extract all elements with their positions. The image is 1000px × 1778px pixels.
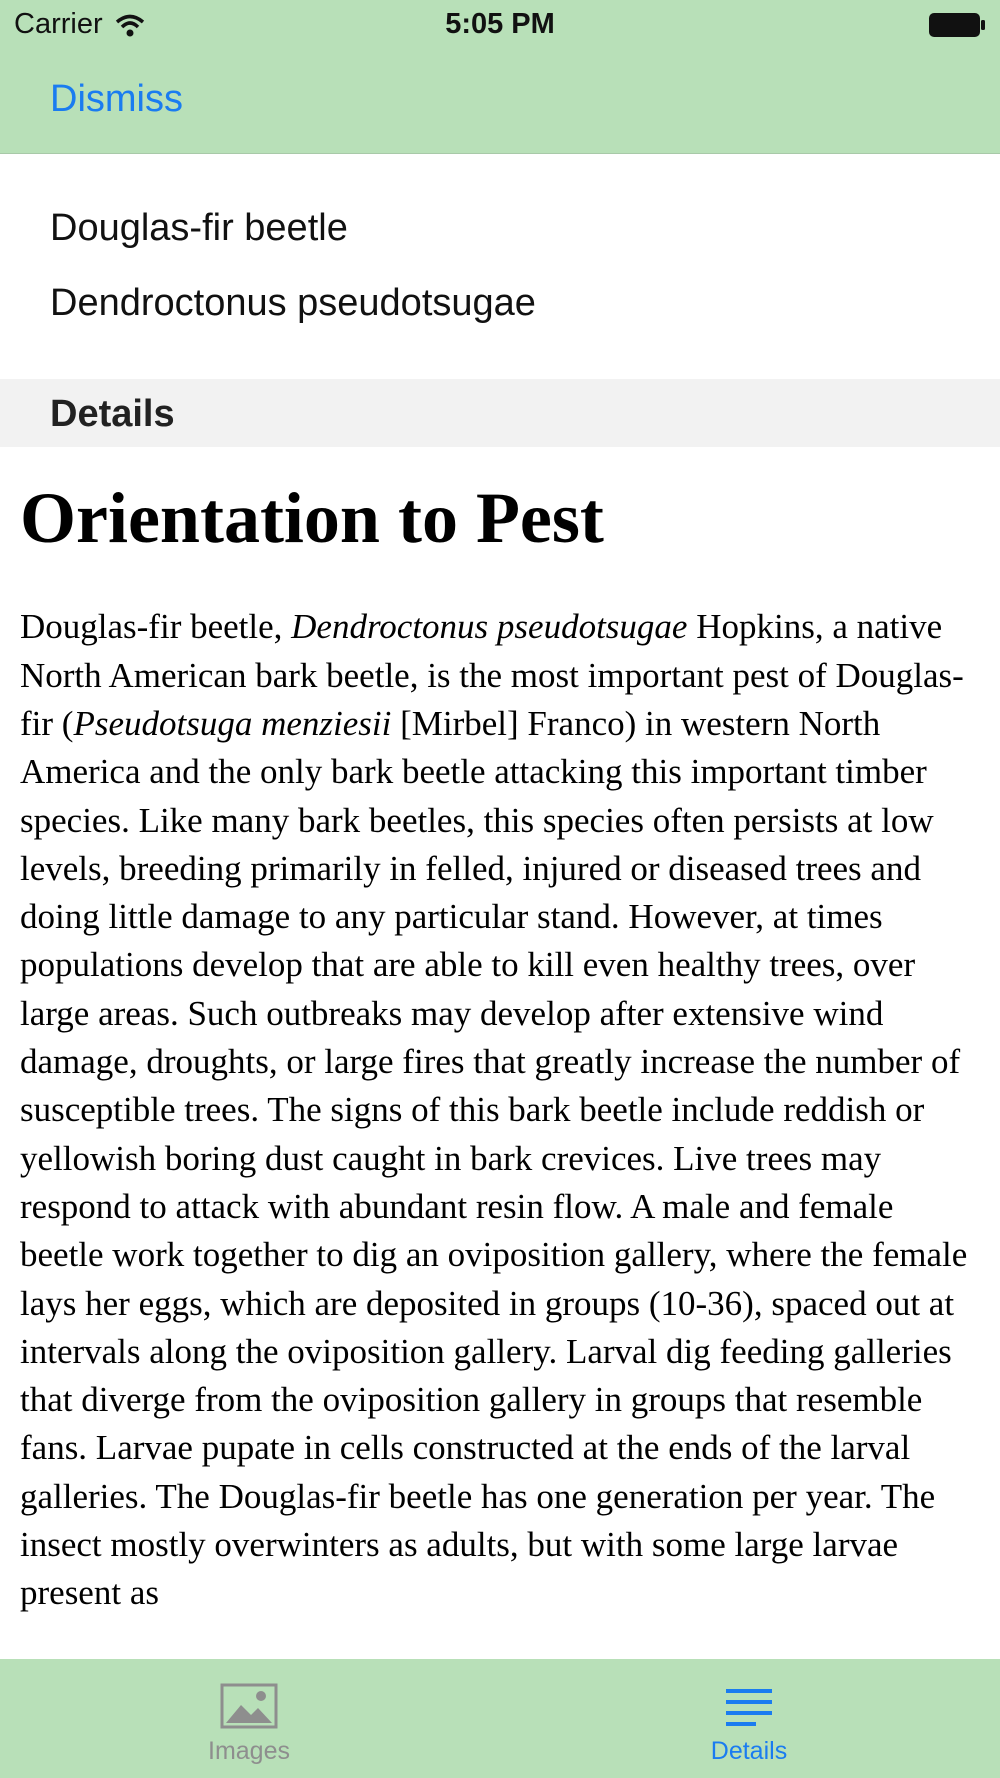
navigation-bar <box>0 50 1000 154</box>
list-icon <box>719 1681 779 1731</box>
carrier-label: Carrier <box>14 8 103 40</box>
article-paragraph <box>20 603 980 1617</box>
section-title: Details <box>50 393 175 435</box>
tab-details[interactable] <box>599 1659 899 1778</box>
image-icon <box>219 1681 279 1731</box>
pest-names <box>0 155 1000 379</box>
tab-images-label: Images <box>208 1737 290 1765</box>
article-heading: Orientation to Pest <box>20 478 604 558</box>
paragraph-text: Douglas-fir beetle, <box>20 607 292 647</box>
scientific-name: Dendroctonus pseudotsugae <box>50 282 536 324</box>
paragraph-text: Hopkins, a native North American bark beetle, is the most important pest of Douglas-fir ( <box>20 607 964 743</box>
article-content[interactable] <box>0 447 1000 1659</box>
tab-details-label: Details <box>710 1737 788 1765</box>
tab-bar <box>0 1659 1000 1778</box>
host-scientific-name-italic: Pseudotsuga menziesii <box>73 703 392 743</box>
scientific-name-italic: Dendroctonus pseudotsugae <box>291 607 688 647</box>
battery-icon <box>928 12 986 38</box>
common-name: Douglas-fir beetle <box>50 207 348 249</box>
paragraph-text: [Mirbel] Franco) in western North America and the only bark beetle attacking this important timber species. Like many bark beetles, this species often persists at low levels, breeding primarily in felled, injured or diseased trees and doing little damage to any particular stand. However, at times populations develop that are able to kill even healthy trees, over large areas. Such outbreaks may develop after extensive wind damage, droughts, or large fires that greatly increase the number of susceptible trees. The signs of this bark beetle include reddish or yellowish boring dust caught in bark crevices. Live trees may respond to attack with abundant resin flow. A male and female beetle work together to dig an oviposition gallery, where the female lays her eggs, which are deposited in groups (10-36), spaced out at intervals along the oviposition gallery. Larval dig feeding galleries that diverge from the oviposition gallery in groups that resemble fans. Larvae pupate in cells constructed at the ends of the larval galleries. The Douglas-fir beetle has one generation per year. The insect mostly overwinters as adults, but with some large larvae present as <box>20 703 968 1613</box>
section-header <box>0 379 1000 447</box>
status-bar <box>0 0 1000 50</box>
dismiss-button[interactable]: Dismiss <box>50 78 183 120</box>
status-time: 5:05 PM <box>445 8 555 40</box>
tab-images[interactable] <box>99 1659 399 1778</box>
